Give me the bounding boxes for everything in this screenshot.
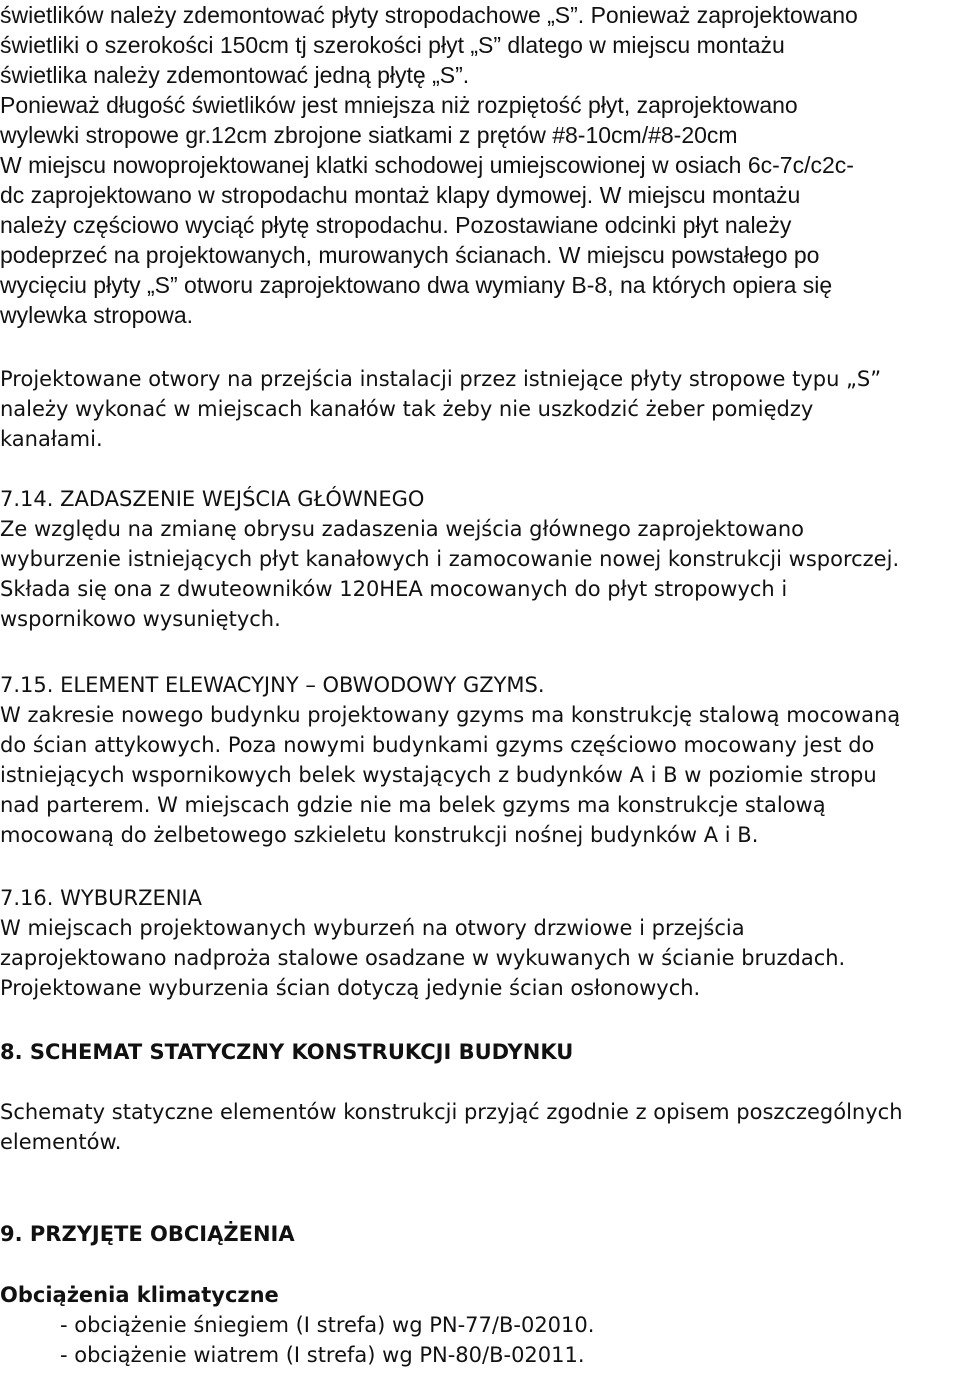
text-line: wspornikowo wysuniętych. [0, 607, 281, 631]
text-line: istniejących wspornikowych belek wystających z budynków A i B w poziomie stropu [0, 763, 877, 787]
section-8-heading-block [0, 1037, 960, 1067]
section-heading: 9. PRZYJĘTE OBCIĄŻENIA [0, 1222, 295, 1246]
text-line: do ścian attykowych. Poza nowymi budynkami gzyms częściowo mocowany jest do [0, 733, 875, 757]
text-line: dc zaprojektowano w stropodachu montaż klapy dymowej. W miejscu montażu [0, 182, 801, 208]
section-heading: 7.16. WYBURZENIA [0, 886, 202, 910]
section-8-body [0, 1097, 960, 1157]
text-line: mocowaną do żelbetowego szkieletu konstrukcji nośnej budynków A i B. [0, 823, 759, 847]
text-line: podeprzeć na projektowanych, murowanych ścianach. W miejscu powstałego po [0, 242, 820, 268]
subheading: Obciążenia klimatyczne [0, 1283, 279, 1307]
text-line: Projektowane wyburzenia ścian dotyczą jedynie ścian osłonowych. [0, 976, 701, 1000]
text-line: należy częściowo wyciąć płytę stropodachu. Pozostawiane odcinki płyt należy [0, 212, 792, 238]
text-line: świetliki o szerokości 150cm tj szerokości płyt „S” dlatego w miejscu montażu [0, 32, 785, 58]
text-line: W miejscach projektowanych wyburzeń na otwory drzwiowe i przejścia [0, 916, 745, 940]
text-line: zaprojektowano nadproża stalowe osadzane w wykuwanych w ścianie bruzdach. [0, 946, 846, 970]
intro-paragraph [0, 0, 960, 330]
section-heading: 7.14. ZADASZENIE WEJŚCIA GŁÓWNEGO [0, 487, 425, 511]
text-line: wycięciu płyty „S” otworu zaprojektowano dwa wymiany B-8, na których opiera się [0, 272, 833, 298]
text-line: Ponieważ długość świetlików jest mniejsza niż rozpiętość płyt, zaprojektowano [0, 92, 798, 118]
list-item: - obciążenie wiatrem (I strefa) wg PN-80/B-02011. [60, 1343, 585, 1367]
text-line: wylewki stropowe gr.12cm zbrojone siatkami z prętów #8-10cm/#8-20cm [0, 122, 738, 148]
text-line: Projektowane otwory na przejścia instalacji przez istniejące płyty stropowe typu „S” [0, 367, 882, 391]
section-7-16 [0, 883, 960, 1003]
text-line: należy wykonać w miejscach kanałów tak żeby nie uszkodzić żeber pomiędzy [0, 397, 814, 421]
section-heading: 7.15. ELEMENT ELEWACYJNY – OBWODOWY GZYMS. [0, 673, 545, 697]
openings-paragraph [0, 364, 960, 454]
list-item: - obciążenie śniegiem (I strefa) wg PN-77/B-02010. [60, 1313, 595, 1337]
text-line: elementów. [0, 1130, 122, 1154]
section-heading: 8. SCHEMAT STATYCZNY KONSTRUKCJI BUDYNKU [0, 1040, 574, 1064]
text-line: świetlików należy zdemontować płyty stropodachowe „S”. Ponieważ zaprojektowano [0, 2, 858, 28]
text-line: wyburzenie istniejących płyt kanałowych i zamocowanie nowej konstrukcji wsporczej. [0, 547, 900, 571]
text-line: świetlika należy zdemontować jedną płytę „S”. [0, 62, 470, 88]
text-line: W miejscu nowoprojektowanej klatki schodowej umiejscowionej w osiach 6c-7c/c2c- [0, 152, 854, 178]
text-line: Składa się ona z dwuteowników 120HEA mocowanych do płyt stropowych i [0, 577, 788, 601]
section-7-15 [0, 670, 960, 850]
section-7-14 [0, 484, 960, 634]
text-line: nad parterem. W miejscach gdzie nie ma belek gzyms ma konstrukcje stalową [0, 793, 826, 817]
section-9-body [0, 1280, 960, 1370]
text-line: kanałami. [0, 427, 103, 451]
text-line: Schematy statyczne elementów konstrukcji przyjąć zgodnie z opisem poszczególnych [0, 1100, 903, 1124]
section-9-heading-block [0, 1219, 960, 1249]
text-line: wylewka stropowa. [0, 302, 194, 328]
text-line: Ze względu na zmianę obrysu zadaszenia wejścia głównego zaprojektowano [0, 517, 804, 541]
text-line: W zakresie nowego budynku projektowany gzyms ma konstrukcję stalową mocowaną [0, 703, 901, 727]
